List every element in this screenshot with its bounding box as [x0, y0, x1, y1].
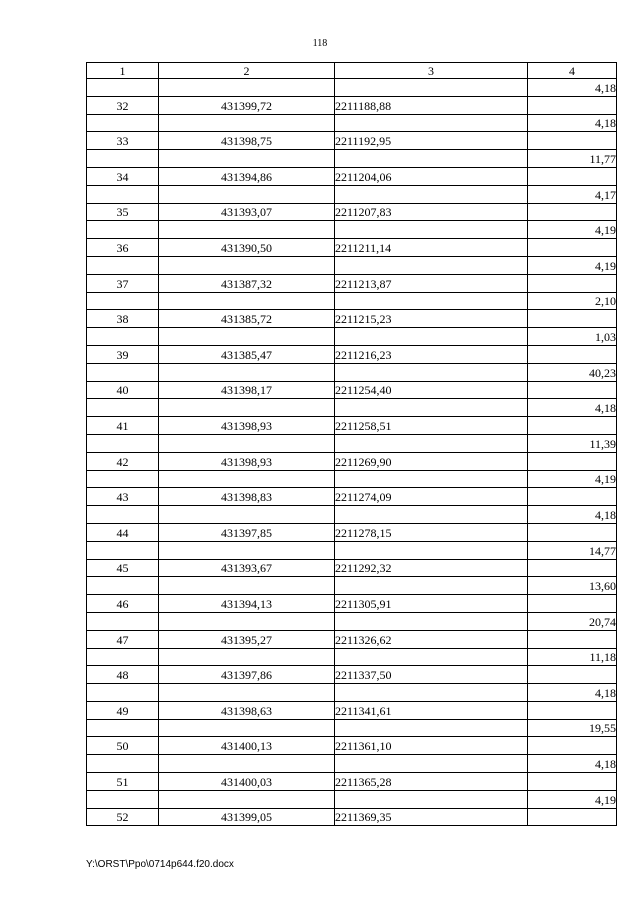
point-number-cell: 50: [87, 737, 159, 755]
y-coordinate-cell: [335, 292, 528, 310]
distance-cell: [528, 452, 617, 470]
y-coordinate-cell: 2211258,51: [335, 417, 528, 435]
distance-cell: [528, 559, 617, 577]
point-number-cell: 40: [87, 381, 159, 399]
distance-cell: [528, 132, 617, 150]
point-number-cell: 32: [87, 96, 159, 114]
x-coordinate-cell: [159, 328, 335, 346]
table-row: [87, 577, 617, 595]
distance-cell: 4,18: [528, 114, 617, 132]
y-coordinate-cell: [335, 363, 528, 381]
table-row: [87, 185, 617, 203]
point-number-cell: [87, 292, 159, 310]
distance-cell: 4,18: [528, 755, 617, 773]
table-row: [87, 79, 617, 97]
distance-cell: 4,18: [528, 684, 617, 702]
distance-cell: [528, 808, 617, 826]
x-coordinate-cell: 431398,93: [159, 452, 335, 470]
distance-cell: [528, 345, 617, 363]
table-row: [87, 470, 617, 488]
table-row: [87, 630, 617, 648]
table-row: [87, 773, 617, 791]
distance-cell: 4,19: [528, 470, 617, 488]
x-coordinate-cell: [159, 719, 335, 737]
table-row: [87, 808, 617, 826]
table-row: [87, 417, 617, 435]
point-number-cell: 33: [87, 132, 159, 150]
x-coordinate-cell: 431399,72: [159, 96, 335, 114]
y-coordinate-cell: 2211207,83: [335, 203, 528, 221]
distance-cell: 11,77: [528, 150, 617, 168]
distance-cell: [528, 274, 617, 292]
table-row: [87, 434, 617, 452]
table-row: [87, 328, 617, 346]
table-row: [87, 684, 617, 702]
point-number-cell: [87, 185, 159, 203]
point-number-cell: [87, 399, 159, 417]
table-header-row: [87, 63, 617, 79]
x-coordinate-cell: [159, 114, 335, 132]
table-row: [87, 114, 617, 132]
table-row: [87, 595, 617, 613]
y-coordinate-cell: 2211341,61: [335, 701, 528, 719]
x-coordinate-cell: [159, 221, 335, 239]
distance-cell: 4,17: [528, 185, 617, 203]
table-row: [87, 612, 617, 630]
point-number-cell: [87, 755, 159, 773]
x-coordinate-cell: 431397,86: [159, 666, 335, 684]
y-coordinate-cell: [335, 719, 528, 737]
table-row: [87, 737, 617, 755]
point-number-cell: [87, 648, 159, 666]
x-coordinate-cell: [159, 292, 335, 310]
table-row: [87, 541, 617, 559]
point-number-cell: 46: [87, 595, 159, 613]
point-number-cell: [87, 256, 159, 274]
table-row: [87, 488, 617, 506]
y-coordinate-cell: [335, 328, 528, 346]
y-coordinate-cell: 2211278,15: [335, 523, 528, 541]
x-coordinate-cell: [159, 506, 335, 524]
point-number-cell: 48: [87, 666, 159, 684]
distance-cell: [528, 417, 617, 435]
x-coordinate-cell: 431400,13: [159, 737, 335, 755]
y-coordinate-cell: 2211213,87: [335, 274, 528, 292]
y-coordinate-cell: 2211204,06: [335, 167, 528, 185]
table-row: [87, 701, 617, 719]
x-coordinate-cell: [159, 363, 335, 381]
y-coordinate-cell: [335, 114, 528, 132]
y-coordinate-cell: 2211274,09: [335, 488, 528, 506]
coordinates-table: [86, 62, 617, 826]
point-number-cell: [87, 577, 159, 595]
x-coordinate-cell: [159, 185, 335, 203]
page-number: 118: [312, 38, 328, 49]
column-header-3: 3: [335, 63, 528, 79]
table-row: [87, 523, 617, 541]
distance-cell: 20,74: [528, 612, 617, 630]
x-coordinate-cell: [159, 755, 335, 773]
x-coordinate-cell: [159, 150, 335, 168]
distance-cell: [528, 595, 617, 613]
table-body: [87, 79, 617, 826]
table-row: [87, 132, 617, 150]
x-coordinate-cell: [159, 541, 335, 559]
y-coordinate-cell: [335, 790, 528, 808]
point-number-cell: 42: [87, 452, 159, 470]
x-coordinate-cell: [159, 648, 335, 666]
table-row: [87, 345, 617, 363]
y-coordinate-cell: [335, 470, 528, 488]
y-coordinate-cell: [335, 399, 528, 417]
distance-cell: 11,39: [528, 434, 617, 452]
x-coordinate-cell: 431400,03: [159, 773, 335, 791]
y-coordinate-cell: 2211337,50: [335, 666, 528, 684]
y-coordinate-cell: [335, 150, 528, 168]
y-coordinate-cell: [335, 755, 528, 773]
x-coordinate-cell: [159, 790, 335, 808]
table-row: [87, 399, 617, 417]
distance-cell: 4,18: [528, 399, 617, 417]
x-coordinate-cell: 431398,63: [159, 701, 335, 719]
point-number-cell: [87, 114, 159, 132]
point-number-cell: 41: [87, 417, 159, 435]
x-coordinate-cell: 431398,75: [159, 132, 335, 150]
y-coordinate-cell: 2211305,91: [335, 595, 528, 613]
y-coordinate-cell: [335, 185, 528, 203]
y-coordinate-cell: 2211211,14: [335, 239, 528, 257]
table-row: [87, 167, 617, 185]
point-number-cell: 51: [87, 773, 159, 791]
x-coordinate-cell: 431394,86: [159, 167, 335, 185]
x-coordinate-cell: 431397,85: [159, 523, 335, 541]
distance-cell: [528, 523, 617, 541]
point-number-cell: [87, 684, 159, 702]
y-coordinate-cell: 2211361,10: [335, 737, 528, 755]
point-number-cell: 39: [87, 345, 159, 363]
point-number-cell: [87, 470, 159, 488]
point-number-cell: 47: [87, 630, 159, 648]
point-number-cell: 37: [87, 274, 159, 292]
distance-cell: [528, 773, 617, 791]
point-number-cell: [87, 150, 159, 168]
x-coordinate-cell: [159, 684, 335, 702]
y-coordinate-cell: [335, 612, 528, 630]
table-row: [87, 310, 617, 328]
x-coordinate-cell: 431387,32: [159, 274, 335, 292]
table-row: [87, 150, 617, 168]
distance-cell: 13,60: [528, 577, 617, 595]
y-coordinate-cell: 2211216,23: [335, 345, 528, 363]
distance-cell: 4,18: [528, 79, 617, 97]
x-coordinate-cell: 431385,72: [159, 310, 335, 328]
distance-cell: [528, 167, 617, 185]
table-row: [87, 96, 617, 114]
point-number-cell: 34: [87, 167, 159, 185]
x-coordinate-cell: 431393,07: [159, 203, 335, 221]
distance-cell: [528, 310, 617, 328]
point-number-cell: 36: [87, 239, 159, 257]
point-number-cell: [87, 506, 159, 524]
distance-cell: 14,77: [528, 541, 617, 559]
table-row: [87, 648, 617, 666]
point-number-cell: 43: [87, 488, 159, 506]
point-number-cell: [87, 363, 159, 381]
table-row: [87, 452, 617, 470]
distance-cell: 1,03: [528, 328, 617, 346]
table-row: [87, 719, 617, 737]
x-coordinate-cell: 431398,93: [159, 417, 335, 435]
point-number-cell: [87, 719, 159, 737]
column-header-2: 2: [159, 63, 335, 79]
table-row: [87, 256, 617, 274]
y-coordinate-cell: 2211292,32: [335, 559, 528, 577]
distance-cell: [528, 96, 617, 114]
table-row: [87, 666, 617, 684]
point-number-cell: [87, 328, 159, 346]
y-coordinate-cell: [335, 541, 528, 559]
table-row: [87, 292, 617, 310]
y-coordinate-cell: 2211188,88: [335, 96, 528, 114]
x-coordinate-cell: 431399,05: [159, 808, 335, 826]
y-coordinate-cell: [335, 684, 528, 702]
y-coordinate-cell: 2211365,28: [335, 773, 528, 791]
distance-cell: [528, 239, 617, 257]
point-number-cell: 38: [87, 310, 159, 328]
distance-cell: [528, 737, 617, 755]
x-coordinate-cell: [159, 79, 335, 97]
y-coordinate-cell: [335, 221, 528, 239]
y-coordinate-cell: 2211369,35: [335, 808, 528, 826]
distance-cell: 4,19: [528, 790, 617, 808]
y-coordinate-cell: [335, 506, 528, 524]
x-coordinate-cell: 431395,27: [159, 630, 335, 648]
point-number-cell: [87, 541, 159, 559]
y-coordinate-cell: 2211254,40: [335, 381, 528, 399]
distance-cell: [528, 203, 617, 221]
distance-cell: 19,55: [528, 719, 617, 737]
table-row: [87, 274, 617, 292]
table-row: [87, 790, 617, 808]
distance-cell: 2,10: [528, 292, 617, 310]
point-number-cell: [87, 434, 159, 452]
y-coordinate-cell: [335, 648, 528, 666]
point-number-cell: [87, 790, 159, 808]
y-coordinate-cell: 2211269,90: [335, 452, 528, 470]
y-coordinate-cell: [335, 256, 528, 274]
x-coordinate-cell: [159, 470, 335, 488]
x-coordinate-cell: 431398,83: [159, 488, 335, 506]
distance-cell: 4,19: [528, 256, 617, 274]
y-coordinate-cell: [335, 577, 528, 595]
x-coordinate-cell: 431385,47: [159, 345, 335, 363]
x-coordinate-cell: 431390,50: [159, 239, 335, 257]
distance-cell: 4,18: [528, 506, 617, 524]
y-coordinate-cell: 2211192,95: [335, 132, 528, 150]
x-coordinate-cell: [159, 434, 335, 452]
column-header-1: 1: [87, 63, 159, 79]
y-coordinate-cell: [335, 79, 528, 97]
table-row: [87, 755, 617, 773]
table-row: [87, 221, 617, 239]
x-coordinate-cell: [159, 399, 335, 417]
point-number-cell: [87, 612, 159, 630]
footer-file-path: Y:\ORST\Ppo\0714p644.f20.docx: [86, 859, 234, 870]
point-number-cell: 44: [87, 523, 159, 541]
distance-cell: 11,18: [528, 648, 617, 666]
distance-cell: [528, 666, 617, 684]
table-row: [87, 381, 617, 399]
point-number-cell: 35: [87, 203, 159, 221]
point-number-cell: [87, 221, 159, 239]
column-header-4: 4: [528, 63, 617, 79]
y-coordinate-cell: 2211215,23: [335, 310, 528, 328]
point-number-cell: 52: [87, 808, 159, 826]
x-coordinate-cell: [159, 612, 335, 630]
x-coordinate-cell: 431398,17: [159, 381, 335, 399]
distance-cell: [528, 381, 617, 399]
distance-cell: [528, 701, 617, 719]
table-row: [87, 239, 617, 257]
distance-cell: 40,23: [528, 363, 617, 381]
y-coordinate-cell: 2211326,62: [335, 630, 528, 648]
x-coordinate-cell: [159, 256, 335, 274]
x-coordinate-cell: 431394,13: [159, 595, 335, 613]
table-row: [87, 363, 617, 381]
point-number-cell: 49: [87, 701, 159, 719]
table-row: [87, 559, 617, 577]
table-row: [87, 506, 617, 524]
x-coordinate-cell: [159, 577, 335, 595]
point-number-cell: 45: [87, 559, 159, 577]
distance-cell: [528, 630, 617, 648]
distance-cell: [528, 488, 617, 506]
x-coordinate-cell: 431393,67: [159, 559, 335, 577]
table-row: [87, 203, 617, 221]
y-coordinate-cell: [335, 434, 528, 452]
point-number-cell: [87, 79, 159, 97]
distance-cell: 4,19: [528, 221, 617, 239]
